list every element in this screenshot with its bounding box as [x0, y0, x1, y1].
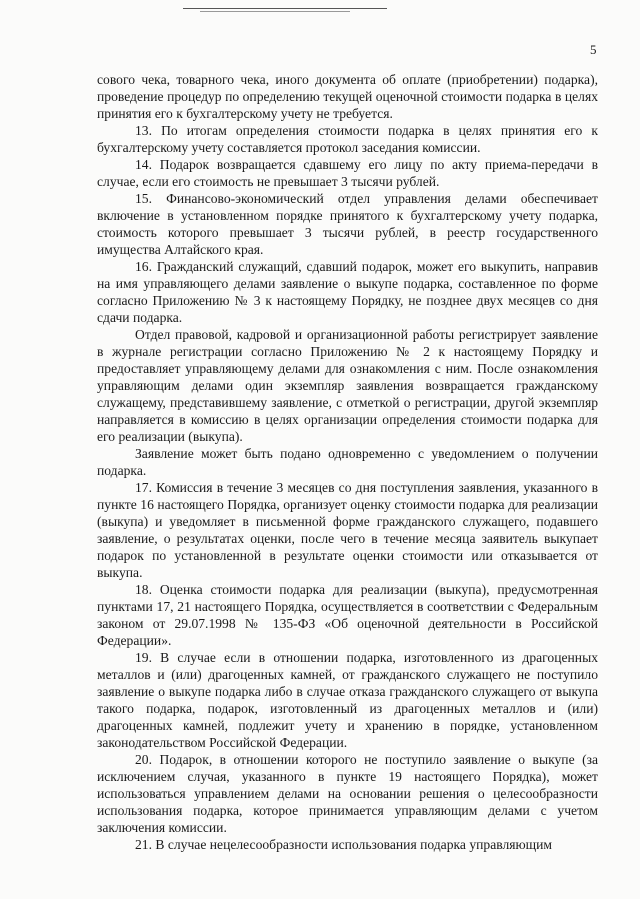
paragraph-continuation: сового чека, товарного чека, иного документа об оплате (приобретении) подарка), проведение процедур по определению текущей оценочной стоимости подарка в целях принятия его к бухгалтерскому учету не требуется.: [97, 72, 598, 121]
paragraph-19: 19. В случае если в отношении подарка, изготовленного из драгоценных металлов и (или) драгоценных камней, от гражданского служащего не поступило заявление о выкупе подарка либо в случае отказа гражданского служащего от выкупа такого подарка, подарок, изготовленный из драгоценных металлов и (или) драгоценных камней, подлежит учету и хранению в порядке, установленном законодательством Российской Федерации.: [97, 650, 598, 750]
paragraph-17: 17. Комиссия в течение 3 месяцев со дня поступления заявления, указанного в пункте 16 настоящего Порядка, организует оценку стоимости подарка для реализации (выкупа) и уведомляет в письменной форме гражданского служащего, подавшего заявление, о результатах оценки, после чего в течение месяца заявитель выкупает подарок по установленной в результате оценки стоимости или отказывается от выкупа.: [97, 480, 598, 580]
paragraph-14: 14. Подарок возвращается сдавшему его лицу по акту приема-передачи в случае, если его стоимость не превышает 3 тысячи рублей.: [97, 157, 598, 189]
paragraph-16: 16. Гражданский служащий, сдавший подарок, может его выкупить, направив на имя управляющего делами заявление о выкупе подарка, составленное по форме согласно Приложению № 3 к настоящему Порядку, не позднее двух месяцев со дня сдачи подарка.: [97, 259, 598, 325]
page-number: 5: [590, 42, 597, 57]
header-rule: [183, 8, 387, 9]
paragraph-16-simultaneous: Заявление может быть подано одновременно с уведомлением о получении подарка.: [97, 446, 598, 478]
header-rule-secondary: [200, 11, 350, 12]
paragraph-16-registration: Отдел правовой, кадровой и организационной работы регистрирует заявление в журнале регистрации согласно Приложению № 2 к настоящему Порядку и предоставляет управляющему делами для ознакомления с ним. После ознакомления управляющим делами один экземпляр заявления возвращается гражданскому служащему, представившему заявление, с отметкой о регистрации, другой экземпляр направляется в комиссию в целях организации определения стоимости подарка для его реализации (выкупа).: [97, 327, 598, 444]
paragraph-21: 21. В случае нецелесообразности использования подарка управляющим: [135, 837, 553, 852]
paragraph-13: 13. По итогам определения стоимости подарка в целях принятия его к бухгалтерскому учету составляется протокол заседания комиссии.: [97, 123, 598, 155]
paragraph-20: 20. Подарок, в отношении которого не поступило заявление о выкупе (за исключением случая, указанного в пункте 19 настоящего Порядка), может использоваться управлением делами на основании решения о целесообразности использования подарка, которое принимается управляющим делами с учетом заключения комиссии.: [97, 752, 598, 835]
document-body: [97, 71, 598, 853]
paragraph-18: 18. Оценка стоимости подарка для реализации (выкупа), предусмотренная пунктами 17, 21 настоящего Порядка, осуществляется в соответствии с Федеральным законом от 29.07.1998 № 135-ФЗ «Об оценочной деятельности в Российской Федерации».: [97, 582, 598, 648]
paragraph-15: 15. Финансово-экономический отдел управления делами обеспечивает включение в установленном порядке принятого к бухгалтерскому учету подарка, стоимость которого превышает 3 тысячи рублей, в реестр государственного имущества Алтайского края.: [97, 191, 598, 257]
